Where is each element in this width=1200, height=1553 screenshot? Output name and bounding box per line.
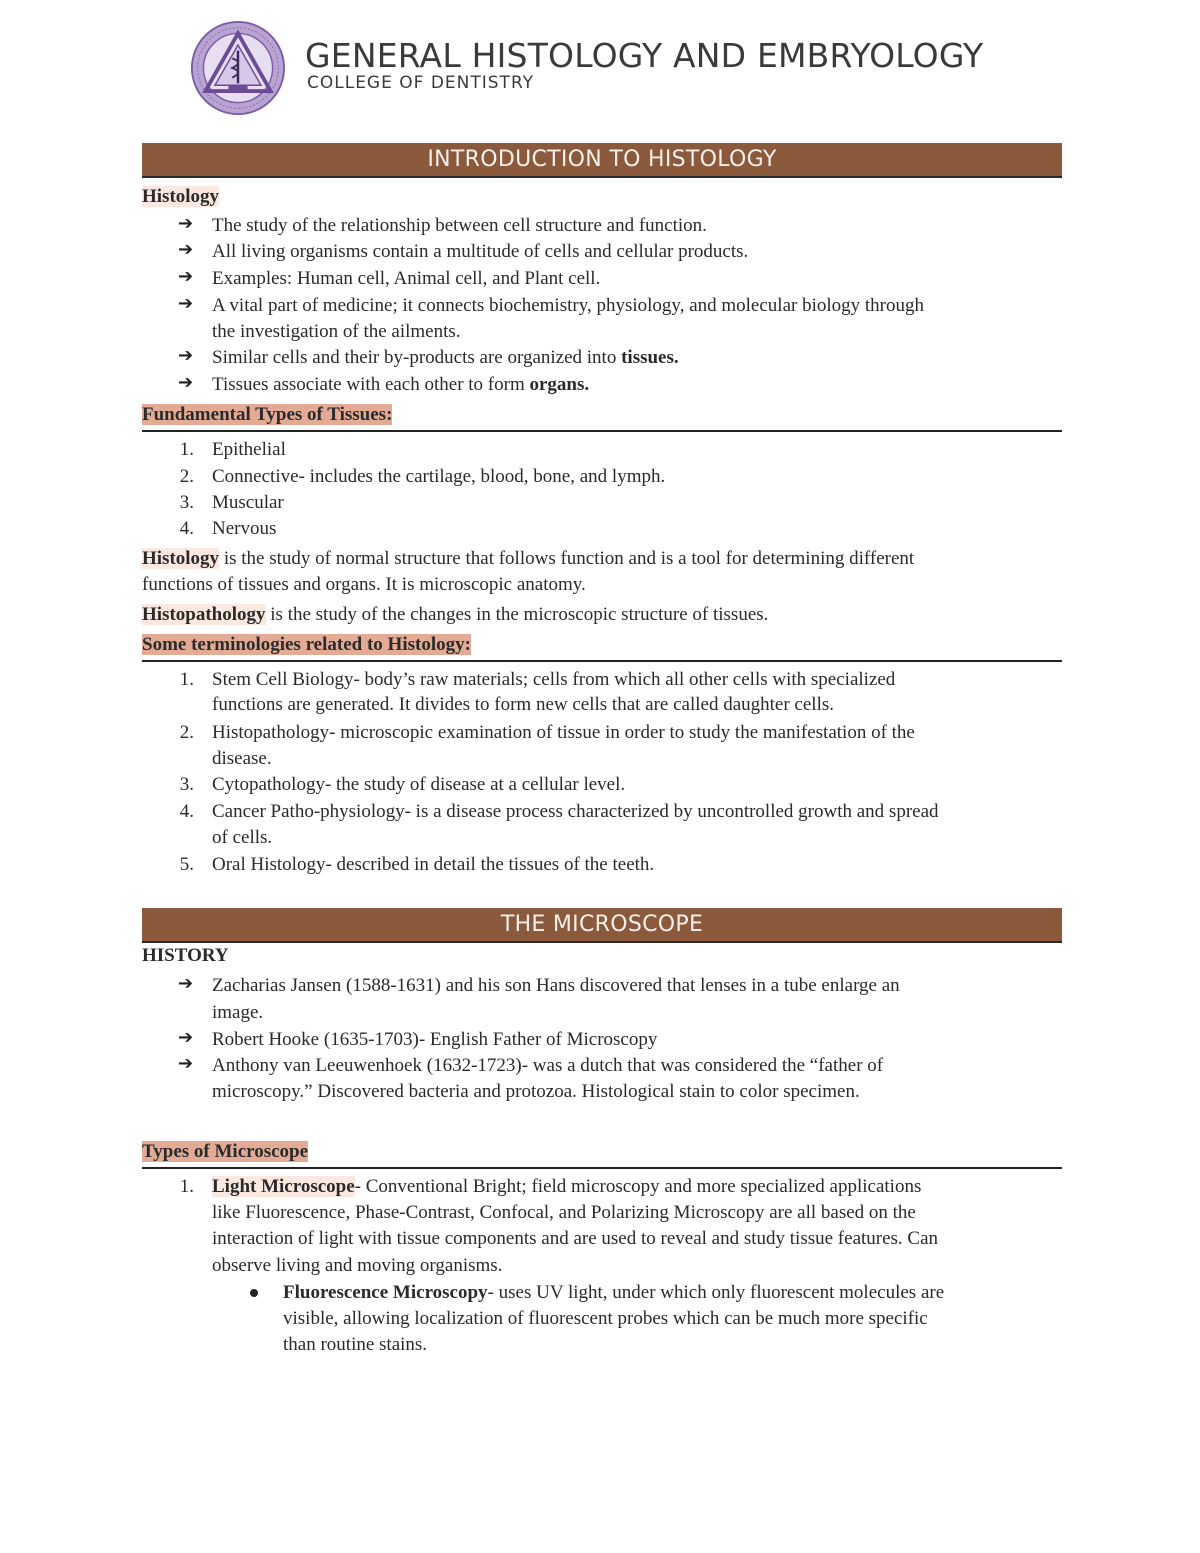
heading-history: HISTORY [142,945,229,966]
sub-list-item-continuation: than routine stains. [283,1334,428,1355]
list-item-continuation: observe living and moving organisms. [212,1255,503,1276]
list-item: Oral Histology- described in detail the tissues of the teeth. [212,854,655,875]
list-item: Stem Cell Biology- body’s raw materials; cells from which all other cells with specialized [212,669,896,690]
list-number: 3. [179,492,194,513]
list-number: 1. [179,1176,194,1197]
list-item-continuation: functions are generated. It divides to form new cells that are called daughter cells. [212,694,834,715]
heading-types-of-microscope: Types of Microscope [142,1141,309,1162]
paragraph-histology-definition: Histology is the study of normal structure that follows function and is a tool for determining different [142,548,915,569]
list-item: A vital part of medicine; it connects biochemistry, physiology, and molecular biology through [212,295,924,316]
list-item: Robert Hooke (1635-1703)- English Father of Microscopy [212,1029,658,1050]
arrow-bullet-icon: ➔ [178,345,194,366]
section-divider [142,1167,1062,1169]
section-divider [142,660,1062,662]
arrow-bullet-icon: ➔ [178,1027,194,1048]
arrow-bullet-icon: ➔ [178,372,194,393]
arrow-bullet-icon: ➔ [178,213,194,234]
list-number: 4. [179,518,194,539]
list-item: Similar cells and their by-products are organized into tissues. [212,347,679,368]
list-item: Cytopathology- the study of disease at a cellular level. [212,774,626,795]
list-item: Epithelial [212,439,286,460]
list-item: Light Microscope- Conventional Bright; field microscopy and more specialized applications [212,1176,922,1197]
list-item: Tissues associate with each other to form organs. [212,374,590,395]
list-item: Cancer Patho-physiology- is a disease process characterized by uncontrolled growth and spread [212,801,939,822]
paragraph-histology-definition-cont: functions of tissues and organs. It is microscopic anatomy. [142,574,586,595]
list-item: All living organisms contain a multitude of cells and cellular products. [212,241,749,262]
list-item-continuation: microscopy.” Discovered bacteria and protozoa. Histological stain to color specimen. [212,1081,860,1102]
list-number: 1. [179,669,194,690]
list-number: 4. [179,801,194,822]
paragraph-histopathology-definition: Histopathology is the study of the changes in the microscopic structure of tissues. [142,604,769,625]
heading-histology: Histology [142,186,220,207]
arrow-bullet-icon: ➔ [178,266,194,287]
document-title: GENERAL HISTOLOGY AND EMBRYOLOGY [305,36,984,75]
list-item: Muscular [212,492,284,513]
list-item: Anthony van Leeuwenhoek (1632-1723)- was a dutch that was considered the “father of [212,1055,884,1076]
section-divider [142,430,1062,432]
list-item-continuation: interaction of light with tissue components and are used to reveal and study tissue features. Can [212,1228,939,1249]
list-item: Zacharias Jansen (1588-1631) and his son Hans discovered that lenses in a tube enlarge an [212,975,900,996]
list-item: Nervous [212,518,277,539]
arrow-bullet-icon: ➔ [178,293,194,314]
sub-list-item: Fluorescence Microscopy- uses UV light, under which only fluorescent molecules are [283,1282,945,1303]
list-item-continuation: of cells. [212,827,273,848]
arrow-bullet-icon: ➔ [178,973,194,994]
list-item-continuation: the investigation of the ailments. [212,321,461,342]
bullet-dot-icon [250,1289,258,1297]
heading-tissue-types: Fundamental Types of Tissues: [142,404,393,425]
section-banner-microscope: THE MICROSCOPE [142,908,1062,943]
list-item: The study of the relationship between cell structure and function. [212,215,707,236]
list-number: 2. [179,722,194,743]
arrow-bullet-icon: ➔ [178,239,194,260]
list-number: 3. [179,774,194,795]
list-item-continuation: like Fluorescence, Phase-Contrast, Confocal, and Polarizing Microscopy are all based on the [212,1202,916,1223]
list-number: 5. [179,854,194,875]
section-banner-intro: INTRODUCTION TO HISTOLOGY [142,143,1062,178]
list-number: 1. [179,439,194,460]
list-item: Histopathology- microscopic examination of tissue in order to study the manifestation of the [212,722,915,743]
list-item: Connective- includes the cartilage, blood, bone, and lymph. [212,466,666,487]
heading-terminologies: Some terminologies related to Histology: [142,634,471,655]
list-item-continuation: disease. [212,748,272,769]
list-number: 2. [179,466,194,487]
sub-list-item-continuation: visible, allowing localization of fluorescent probes which can be much more specific [283,1308,928,1329]
university-seal-icon [190,20,286,116]
list-item: Examples: Human cell, Animal cell, and Plant cell. [212,268,601,289]
list-item-continuation: image. [212,1002,264,1023]
arrow-bullet-icon: ➔ [178,1053,194,1074]
document-subtitle: COLLEGE OF DENTISTRY [307,73,535,93]
